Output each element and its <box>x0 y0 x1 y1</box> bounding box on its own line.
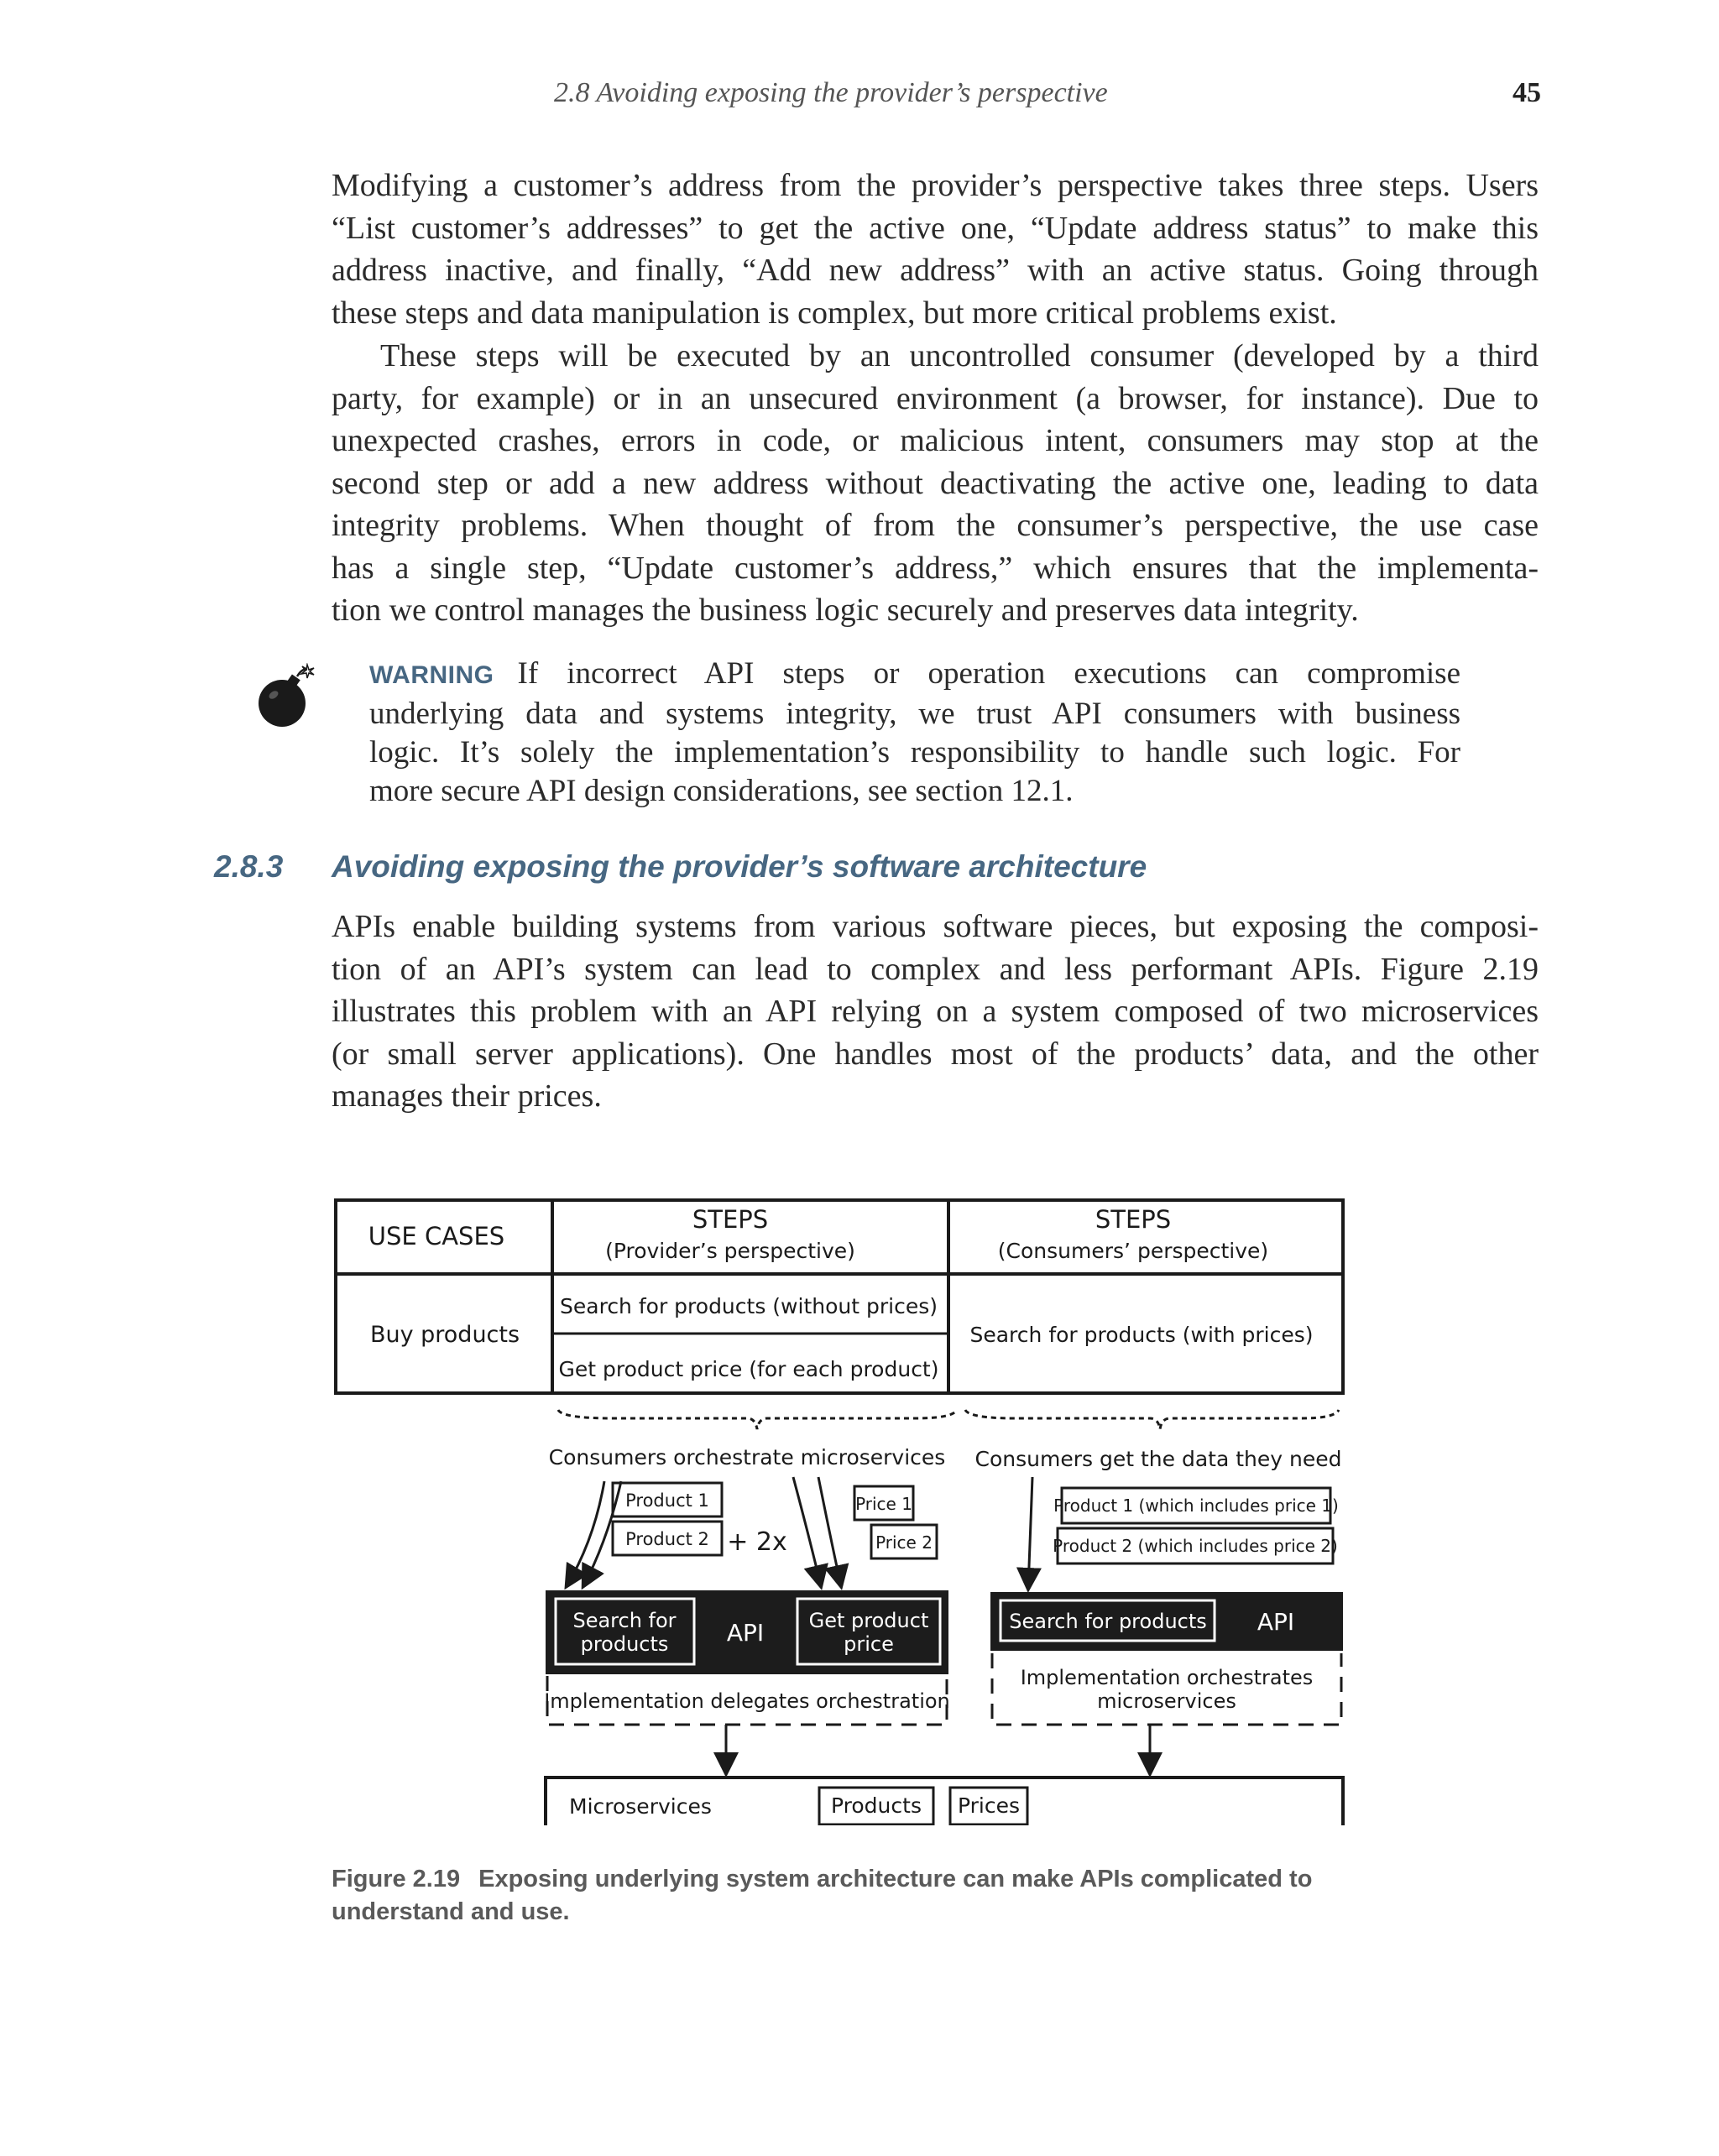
arrow-from-price <box>818 1477 841 1586</box>
multiplier-label: + 2x <box>727 1527 787 1557</box>
right-implementation-line2: microservices <box>1097 1689 1236 1713</box>
paragraph-line: integrity problems. When thought of from the consumer’s perspective, the use case <box>332 508 1539 543</box>
right-api-label: API <box>1257 1608 1295 1636</box>
section-title: Avoiding exposing the provider’s software architecture <box>332 849 1147 884</box>
search-operation-line2: products <box>580 1632 669 1656</box>
paragraph-line: These steps will be executed by an uncontrolled consumer (developed by a third <box>380 338 1539 373</box>
microservices-label: Microservices <box>569 1794 712 1819</box>
table-header-consumer-sub: (Consumers’ perspective) <box>997 1239 1269 1263</box>
figure-diagram <box>327 1188 1360 1825</box>
caption-line: Exposing underlying system architecture can make APIs complicated to <box>478 1866 1313 1892</box>
right-search-operation-label: Search for products <box>1009 1610 1207 1633</box>
table-consumer-step: Search for products (with prices) <box>969 1323 1314 1347</box>
right-brace <box>965 1410 1339 1429</box>
right-scenario <box>975 1447 1343 1773</box>
section-number: 2.8.3 <box>214 849 284 884</box>
paragraph-line: APIs enable building systems from various software pieces, but exposing the composi- <box>332 909 1539 944</box>
warning-line: WARNING If incorrect API steps or operation executions can compromise <box>369 656 1460 691</box>
price-operation-line1: Get product <box>808 1609 929 1632</box>
prices-service-label: Prices <box>957 1793 1021 1818</box>
warning-text <box>369 655 1460 811</box>
left-scenario <box>544 1445 950 1773</box>
table-use-case: Buy products <box>369 1322 520 1348</box>
paragraph-line: manages their prices. <box>332 1078 602 1114</box>
product-2-label: Product 2 <box>625 1529 709 1549</box>
warning-line: more secure API design considerations, see section 12.1. <box>369 774 1074 808</box>
price-2-label: Price 2 <box>875 1532 933 1553</box>
search-operation-line1: Search for <box>572 1609 677 1632</box>
section-heading <box>214 849 1473 885</box>
paragraph-2 <box>332 335 1539 632</box>
paragraph-line: tion of an API’s system can lead to complex and less performant APIs. Figure 2.19 <box>332 951 1539 987</box>
left-brace <box>558 1410 957 1429</box>
table-header-provider-sub: (Provider’s perspective) <box>605 1239 855 1263</box>
right-product-1-label: Product 1 (which includes price 1) <box>1053 1496 1339 1516</box>
paragraph-line: Modifying a customer’s address from the provider’s perspective takes three steps. Users <box>332 168 1539 203</box>
paragraph-line: tion we control manages the business logic securely and preserves data integrity. <box>332 593 1359 628</box>
warning-note <box>252 655 1469 822</box>
right-heading: Consumers get the data they need <box>974 1447 1342 1471</box>
price-operation-line2: price <box>844 1632 894 1656</box>
left-implementation-label: Implementation delegates orchestration <box>544 1689 950 1713</box>
warning-line: logic. It’s solely the implementation’s responsibility to handle such logic. For <box>369 735 1460 770</box>
table-provider-step-1: Search for products (without prices) <box>560 1294 938 1318</box>
paragraph-1 <box>332 164 1539 334</box>
figure-caption <box>332 1863 1423 1929</box>
page-number: 45 <box>1513 77 1541 108</box>
table-header-use-cases: USE CASES <box>368 1222 505 1250</box>
paragraph-line: second step or add a new address without deactivating the active one, leading to data <box>332 465 1539 501</box>
paragraph-line: address inactive, and finally, “Add new address” with an active status. Going through <box>332 253 1539 288</box>
left-heading: Consumers orchestrate microservices <box>548 1445 946 1470</box>
paragraph-line: (or small server applications). One handles most of the products’ data, and the other <box>332 1036 1539 1072</box>
running-head <box>0 77 1719 119</box>
table-header-consumer-title: STEPS <box>1095 1205 1172 1234</box>
arrow-to-price <box>793 1477 821 1586</box>
products-service-label: Products <box>831 1793 922 1818</box>
bomb-icon <box>252 663 319 730</box>
caption-line: understand and use. <box>332 1898 570 1925</box>
use-case-table <box>336 1200 1343 1393</box>
paragraph-line: has a single step, “Update customer’s address,” which ensures that the implementa- <box>332 550 1539 586</box>
product-1-label: Product 1 <box>625 1490 709 1511</box>
paragraph-line: unexpected crashes, errors in code, or malicious intent, consumers may stop at the <box>332 423 1539 458</box>
paragraph-line: “List customer’s addresses” to get the active one, “Update address status” to make this <box>332 210 1539 246</box>
right-product-2-label: Product 2 (which includes price 2) <box>1053 1536 1338 1556</box>
figure-label: Figure 2.19 <box>332 1866 461 1892</box>
microservices-box <box>546 1778 1343 1825</box>
warning-line: underlying data and systems integrity, we trust API consumers with business <box>369 697 1460 731</box>
price-1-label: Price 1 <box>855 1494 912 1514</box>
right-arrow-to-api <box>1028 1477 1032 1589</box>
left-api-label: API <box>726 1619 765 1647</box>
warning-label: WARNING <box>369 661 494 689</box>
arrow-to-search <box>567 1481 604 1586</box>
right-implementation-line1: Implementation orchestrates <box>1020 1666 1314 1689</box>
paragraph-3 <box>332 906 1539 1118</box>
paragraph-line: illustrates this problem with an API relying on a system composed of two microservices <box>332 994 1539 1029</box>
paragraph-line: these steps and data manipulation is complex, but more critical problems exist. <box>332 295 1337 331</box>
running-title: 2.8 Avoiding exposing the provider’s perspective <box>554 77 1108 108</box>
table-header-provider-title: STEPS <box>692 1205 769 1234</box>
paragraph-line: party, for example) or in an unsecured environment (a browser, for instance). Due to <box>332 380 1539 416</box>
table-provider-step-2: Get product price (for each product) <box>558 1357 939 1381</box>
